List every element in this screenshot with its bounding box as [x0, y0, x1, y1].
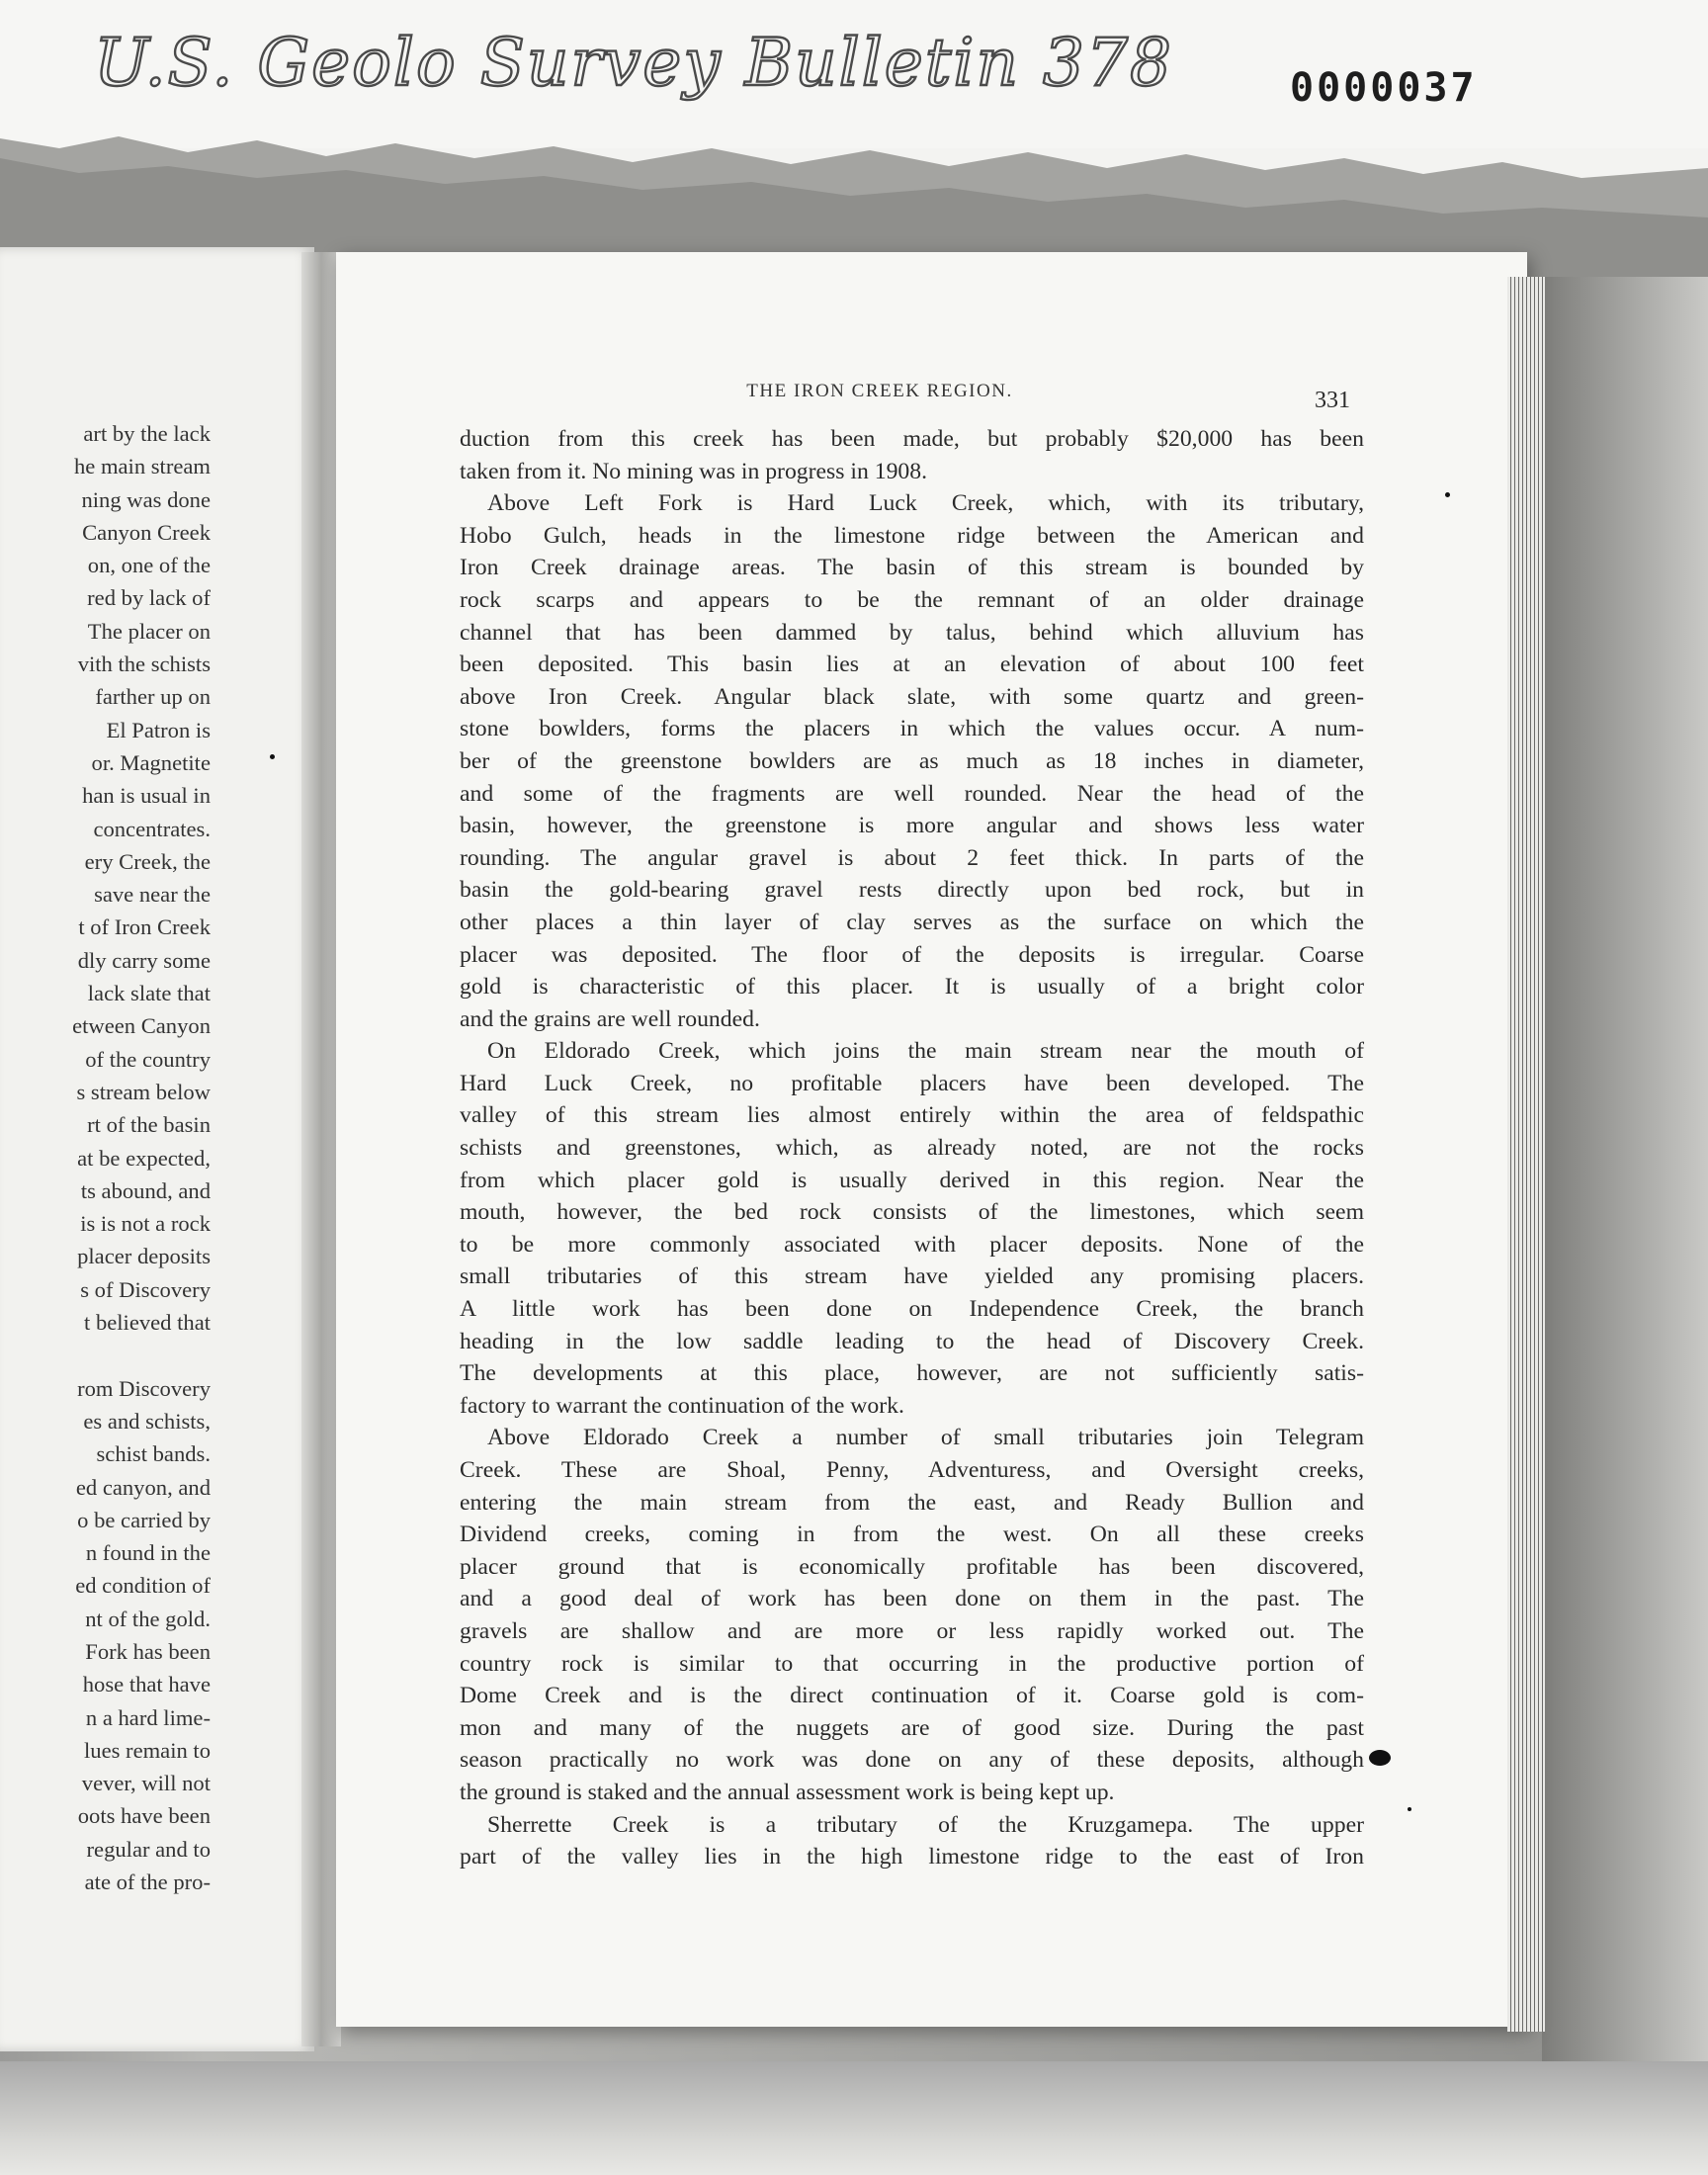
left-page-line: rom Discovery — [77, 1375, 211, 1401]
left-page-line: red by lack of — [87, 585, 211, 611]
left-page-line: farther up on — [95, 684, 211, 710]
body-text-line: the ground is staked and the annual assessment work is being kept up. — [460, 1779, 1115, 1805]
body-text-line: Sherrette Creek is a tributary of the Kruzgamepa. The upper — [487, 1811, 1364, 1838]
scan-speck — [270, 754, 275, 759]
left-page-line: or. Magnetite — [91, 749, 211, 775]
left-page-line: lues remain to — [84, 1737, 211, 1763]
running-head: THE IRON CREEK REGION. — [746, 381, 1013, 401]
left-page-line: of the country — [85, 1046, 211, 1072]
body-text-line: rounding. The angular gravel is about 2 feet thick. In parts of the — [460, 844, 1364, 871]
body-text-line: taken from it. No mining was in progress in 1908. — [460, 458, 928, 484]
body-text-line: placer ground that is economically profitable has been discovered, — [460, 1553, 1364, 1580]
page-edges — [1507, 277, 1545, 2032]
body-text-line: duction from this creek has been made, but probably $20,000 has been — [460, 426, 1364, 452]
left-page-line: ate of the pro- — [84, 1870, 211, 1895]
left-page-line: vith the schists — [77, 652, 211, 677]
body-text-line: Dome Creek and is the direct continuation of it. Coarse gold is com- — [460, 1683, 1364, 1709]
left-page-line: rt of the basin — [87, 1112, 211, 1138]
body-text-line: Dividend creeks, coming in from the west. On all these creeks — [460, 1522, 1364, 1548]
left-page-line: ery Creek, the — [84, 848, 211, 874]
body-text-line: On Eldorado Creek, which joins the main stream near the mouth of — [487, 1038, 1364, 1065]
body-text-line: other places a thin layer of clay serves as the surface on which the — [460, 909, 1364, 935]
body-text-line: and a good deal of work has been done on them in the past. The — [460, 1586, 1364, 1612]
body-text-line: basin, however, the greenstone is more angular and shows less water — [460, 813, 1364, 839]
left-page-line: ed condition of — [75, 1573, 211, 1599]
left-page-line: he main stream — [73, 454, 211, 479]
left-page-line: El Patron is — [106, 717, 211, 742]
left-page-line: hose that have — [82, 1672, 211, 1697]
left-page-line: han is usual in — [82, 783, 211, 809]
left-page-line: s stream below — [76, 1079, 211, 1104]
body-text-line: Hard Luck Creek, no profitable placers have been developed. The — [460, 1070, 1364, 1096]
left-page-text — [8, 417, 211, 1898]
left-page-line: at be expected, — [77, 1145, 211, 1171]
left-page-line: ts abound, and — [80, 1177, 211, 1203]
handwritten-note — [94, 18, 1329, 112]
body-text-line: and the grains are well rounded. — [460, 1005, 760, 1032]
body-text-line: from which placer gold is usually derived in this region. Near the — [460, 1167, 1364, 1193]
body-text-line: gold is characteristic of this placer. It is usually of a bright color — [460, 974, 1364, 1000]
left-page-line: o be carried by — [77, 1507, 211, 1532]
photocopy-bottom-margin — [0, 2061, 1708, 2175]
body-text-line: A little work has been done on Independence Creek, the branch — [460, 1296, 1364, 1323]
left-page-line: t believed that — [84, 1310, 211, 1336]
left-page-line: art by the lack — [83, 421, 211, 446]
body-text-line: been deposited. This basin lies at an elevation of about 100 feet — [460, 652, 1364, 678]
left-page-line: The placer on — [87, 618, 211, 644]
body-text-line: factory to warrant the continuation of the work. — [460, 1392, 904, 1419]
left-page-line: n a hard lime- — [85, 1704, 211, 1730]
body-text-line: entering the main stream from the east, and Ready Bullion and — [460, 1489, 1364, 1516]
left-page-line: concentrates. — [93, 816, 211, 841]
left-page-line — [8, 1339, 211, 1371]
left-page-line: oots have been — [77, 1803, 211, 1829]
body-text-line: ber of the greenstone bowlders are as much as 18 inches in diameter, — [460, 747, 1364, 774]
handwritten-note-text: U.S. Geolo Survey Bulletin 378 — [94, 25, 1173, 101]
body-text-line: small tributaries of this stream have yielded any promising placers. — [460, 1263, 1364, 1290]
left-page-line: is is not a rock — [80, 1211, 211, 1237]
photocopy-right-shadow — [1542, 257, 1708, 2175]
scan-speck — [1369, 1750, 1391, 1766]
left-page-line: t of Iron Creek — [78, 914, 211, 940]
left-page-line: vever, will not — [81, 1771, 211, 1796]
left-page-line: placer deposits — [77, 1244, 211, 1269]
body-text-line: valley of this stream lies almost entirely within the area of feldspathic — [460, 1102, 1364, 1129]
body-text-line: Iron Creek drainage areas. The basin of this stream is bounded by — [460, 555, 1364, 581]
body-text-line: rock scarps and appears to be the remnant of an older drainage — [460, 586, 1364, 613]
body-text-line: season practically no work was done on any of these deposits, although — [460, 1747, 1364, 1774]
left-page-line: etween Canyon — [72, 1013, 211, 1039]
body-text-line: to be more commonly associated with placer deposits. None of the — [460, 1231, 1364, 1258]
body-text-line: schists and greenstones, which, as already noted, are not the rocks — [460, 1135, 1364, 1162]
body-text-line: mon and many of the nuggets are of good size. During the past — [460, 1714, 1364, 1741]
left-page-line: ed canyon, and — [75, 1474, 211, 1500]
body-text-line: Above Left Fork is Hard Luck Creek, which, with its tributary, — [487, 490, 1364, 517]
left-page-line: save near the — [94, 882, 211, 908]
body-text-line: and some of the fragments are well rounded. Near the head of the — [460, 780, 1364, 807]
left-page-line: lack slate that — [87, 981, 211, 1006]
body-text-line: The developments at this place, however, are not sufficiently satis- — [460, 1360, 1364, 1387]
left-page-line: Fork has been — [85, 1638, 211, 1664]
left-page-line: schist bands. — [96, 1441, 211, 1467]
body-text-line: basin the gold-bearing gravel rests directly upon bed rock, but in — [460, 877, 1364, 904]
left-page-line: nt of the gold. — [85, 1606, 211, 1631]
body-text-line: stone bowlders, forms the placers in which the values occur. A num- — [460, 716, 1364, 742]
body-text-line: part of the valley lies in the high limestone ridge to the east of Iron — [460, 1844, 1364, 1870]
left-page-line: regular and to — [86, 1836, 211, 1862]
left-page-line: ning was done — [81, 486, 211, 512]
main-page-text — [460, 423, 1364, 1873]
body-text-line: above Iron Creek. Angular black slate, with some quartz and green- — [460, 683, 1364, 710]
scan-speck — [1445, 492, 1450, 497]
body-text-line: Hobo Gulch, heads in the limestone ridge between the American and — [460, 522, 1364, 549]
body-text-line: gravels are shallow and are more or less rapidly worked out. The — [460, 1617, 1364, 1644]
page-number: 331 — [1315, 388, 1350, 413]
body-text-line: Above Eldorado Creek a number of small tributaries join Telegram — [487, 1425, 1364, 1451]
left-page-line: Canyon Creek — [82, 519, 211, 545]
book-gutter — [301, 252, 341, 2046]
left-page-line: es and schists, — [83, 1408, 211, 1434]
document-number-stamp: 0000037 — [1290, 65, 1478, 111]
left-page-line: on, one of the — [87, 553, 211, 578]
scan-speck — [1408, 1807, 1411, 1811]
left-page-line: n found in the — [85, 1540, 211, 1566]
left-page-line: s of Discovery — [80, 1276, 211, 1302]
body-text-line: country rock is similar to that occurring in the productive portion of — [460, 1650, 1364, 1677]
body-text-line: channel that has been dammed by talus, behind which alluvium has — [460, 619, 1364, 646]
body-text-line: mouth, however, the bed rock consists of the limestones, which seem — [460, 1199, 1364, 1226]
body-text-line: heading in the low saddle leading to the head of Discovery Creek. — [460, 1328, 1364, 1354]
body-text-line: Creek. These are Shoal, Penny, Adventuress, and Oversight creeks, — [460, 1457, 1364, 1483]
body-text-line: placer was deposited. The floor of the deposits is irregular. Coarse — [460, 941, 1364, 968]
left-page-line: dly carry some — [77, 947, 211, 973]
